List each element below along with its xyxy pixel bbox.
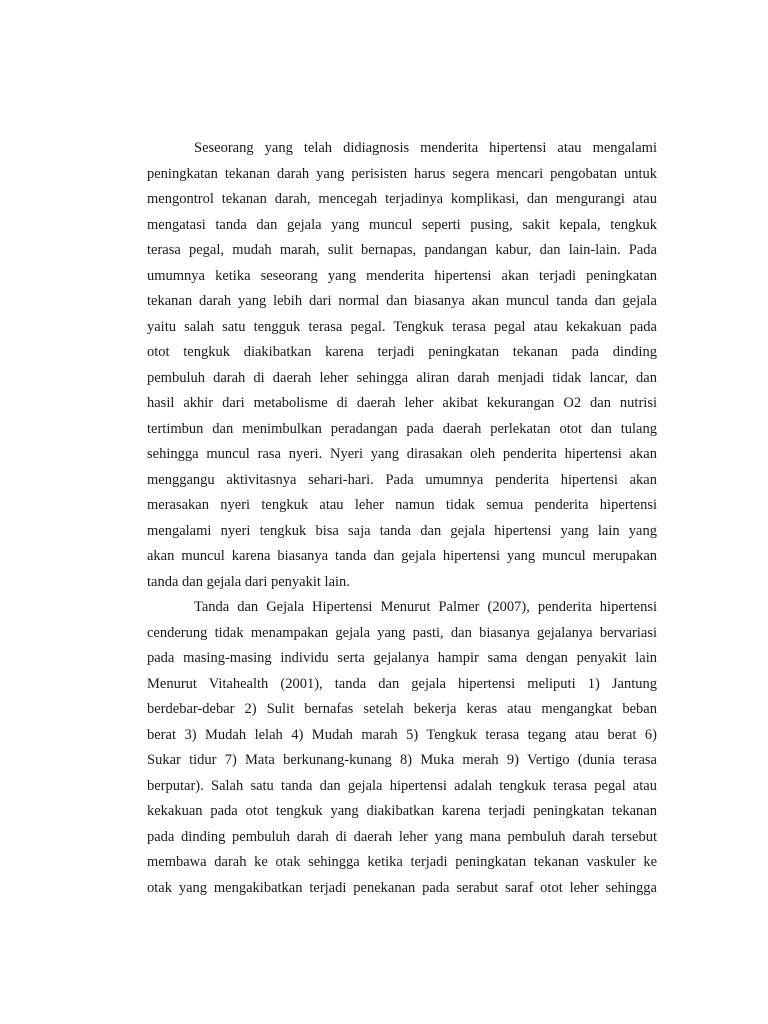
- paragraph-2-line-7: Sukar tidur 7) Mata berkunang-kunang 8) Muka merah 9) Vertigo (dunia terasa: [147, 752, 657, 768]
- paragraph-2-line-10: pada dinding pembuluh darah di daerah leher yang mana pembuluh darah tersebut: [147, 828, 657, 845]
- paragraph-1-line-2: peningkatan tekanan darah yang perisisten harus segera mencari pengobatan untuk: [147, 165, 657, 182]
- paragraph-1-line-11: hasil akhir dari metabolisme di daerah leher akibat kekurangan O2 dan nutrisi: [147, 395, 657, 411]
- paragraph-1-line-14: menggangu aktivitasnya sehari-hari. Pada umumnya penderita hipertensi akan: [147, 471, 657, 488]
- body-text: [147, 136, 657, 901]
- paragraph-1-line-6: umumnya ketika seseorang yang menderita hipertensi akan terjadi peningkatan: [147, 267, 657, 284]
- paragraph-2-line-9: kekakuan pada otot tengkuk yang diakibatkan karena terjadi peningkatan tekanan: [147, 803, 657, 819]
- paragraph-1-line-15: merasakan nyeri tengkuk atau leher namun tidak semua penderita hipertensi: [147, 497, 657, 513]
- paragraph-1-line-1: Seseorang yang telah didiagnosis menderita hipertensi atau mengalami: [194, 140, 657, 156]
- paragraph-1-line-10: pembuluh darah di daerah leher sehingga aliran darah menjadi tidak lancar, dan: [147, 369, 657, 386]
- paragraph-1-line-17: akan muncul karena biasanya tanda dan gejala hipertensi yang muncul merupakan: [147, 548, 657, 564]
- paragraph-2-line-1: Tanda dan Gejala Hipertensi Menurut Palmer (2007), penderita hipertensi: [194, 599, 657, 615]
- paragraph-1-line-9: otot tengkuk diakibatkan karena terjadi peningkatan tekanan pada dinding: [147, 344, 657, 360]
- paragraph-1-line-3: mengontrol tekanan darah, mencegah terjadinya komplikasi, dan mengurangi atau: [147, 191, 657, 207]
- paragraph-1-line-12: tertimbun dan menimbulkan peradangan pada daerah perlekatan otot dan tulang: [147, 420, 657, 437]
- paragraph-2-line-2: cenderung tidak menampakan gejala yang pasti, dan biasanya gejalanya bervariasi: [147, 624, 657, 641]
- paragraph-1-line-7: tekanan darah yang lebih dari normal dan biasanya akan muncul tanda dan gejala: [147, 293, 657, 309]
- paragraph-1-line-8: yaitu salah satu tengguk terasa pegal. Tengkuk terasa pegal atau kekakuan pada: [147, 318, 657, 335]
- paragraph-2-line-4: Menurut Vitahealth (2001), tanda dan gejala hipertensi meliputi 1) Jantung: [147, 675, 657, 692]
- paragraph-2-line-6: berat 3) Mudah lelah 4) Mudah marah 5) Tengkuk terasa tegang atau berat 6): [147, 726, 657, 743]
- paragraph-2-line-12: otak yang mengakibatkan terjadi penekanan pada serabut saraf otot leher sehingga: [147, 879, 657, 896]
- paragraph-2-line-11: membawa darah ke otak sehingga ketika terjadi peningkatan tekanan vaskuler ke: [147, 854, 657, 870]
- paragraph-1-line-4: mengatasi tanda dan gejala yang muncul seperti pusing, sakit kepala, tengkuk: [147, 216, 657, 233]
- paragraph-2-line-3: pada masing-masing individu serta gejalanya hampir sama dengan penyakit lain: [147, 650, 657, 666]
- paragraph-1-line-5: terasa pegal, mudah marah, sulit bernapas, pandangan kabur, dan lain-lain. Pada: [147, 242, 657, 258]
- paragraph-2-line-8: berputar). Salah satu tanda dan gejala hipertensi adalah tengkuk terasa pegal atau: [147, 777, 657, 794]
- paragraph-1-line-16: mengalami nyeri tengkuk bisa saja tanda dan gejala hipertensi yang lain yang: [147, 522, 657, 539]
- paragraph-1-line-13: sehingga muncul rasa nyeri. Nyeri yang dirasakan oleh penderita hipertensi akan: [147, 446, 657, 462]
- paragraph-1-line-18: tanda dan gejala dari penyakit lain.: [147, 573, 350, 590]
- paragraph-2-line-5: berdebar-debar 2) Sulit bernafas setelah bekerja keras atau mengangkat beban: [147, 701, 657, 717]
